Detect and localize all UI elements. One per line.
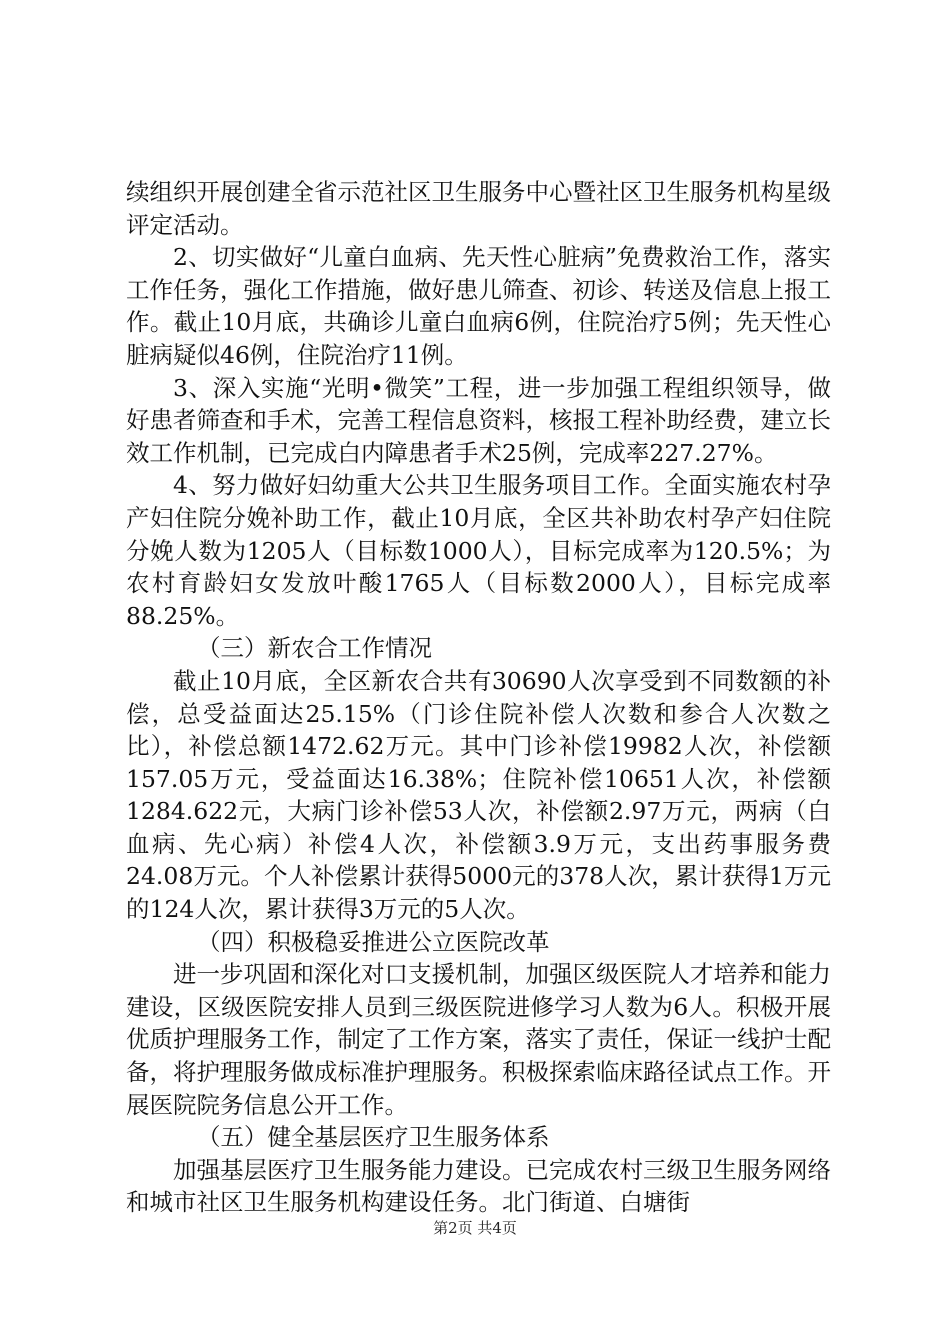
paragraph-item-3: 3、深入实施“光明•微笑”工程，进一步加强工程组织领导，做好患者筛查和手术，完善工程信息资料，核报工程补助经费，建立长效工作机制，已完成白内障患者手术25例，完成率227.27%。 (126, 373, 831, 467)
body-text (126, 176, 831, 1219)
paragraph-item-2: 2、切实做好“儿童白血病、先天性心脏病”免费救治工作，落实工作任务，强化工作措施，做好患儿筛查、初诊、转送及信息上报工作。截止10月底，共确诊儿童白血病6例，住院治疗5例；先天性心脏病疑似46例，住院治疗11例。 (126, 243, 831, 369)
paragraph-continuation: 续组织开展创建全省示范社区卫生服务中心暨社区卫生服务机构星级评定活动。 (126, 178, 831, 239)
paragraph-ncms: 截止10月底，全区新农合共有30690人次享受到不同数额的补偿，总受益面达25.15%（门诊住院补偿人次数和参合人次数之比），补偿总额1472.62万元。其中门诊补偿19982人次，补偿额157.05万元，受益面达16.38%；住院补偿10651人次，补偿额1284.622元，大病门诊补偿53人次，补偿额2.97万元，两病（白血病、先心病）补偿4人次，补偿额3.9万元，支出药事服务费24.08万元。个人补偿累计获得5000元的378人次，累计获得1万元的124人次，累计获得3万元的5人次。 (126, 666, 831, 924)
section-heading-4: （四）积极稳妥推进公立医院改革 (197, 927, 550, 956)
page-number: 第2页 共4页 (433, 1219, 517, 1237)
section-heading-3: （三）新农合工作情况 (197, 634, 432, 663)
paragraph-primary-care: 加强基层医疗卫生服务能力建设。已完成农村三级卫生服务网络和城市社区卫生服务机构建设任务。北门街道、白塘街 (126, 1155, 831, 1217)
paragraph-hospital-reform: 进一步巩固和深化对口支援机制，加强区级医院人才培养和能力建设，区级医院安排人员到三级医院进修学习人数为6人。积极开展优质护理服务工作，制定了工作方案，落实了责任，保证一线护士配备，将护理服务做成标准护理服务。积极探索临床路径试点工作。开展医院院务信息公开工作。 (126, 960, 831, 1119)
section-heading-5: （五）健全基层医疗卫生服务体系 (197, 1123, 550, 1152)
paragraph-item-4: 4、努力做好妇幼重大公共卫生服务项目工作。全面实施农村孕产妇住院分娩补助工作，截止10月底，全区共补助农村孕产妇住院分娩人数为1205人（目标数1000人），目标完成率为120.5%；为农村育龄妇女发放叶酸1765人（目标数2000人），目标完成率88.25%。 (126, 471, 831, 630)
